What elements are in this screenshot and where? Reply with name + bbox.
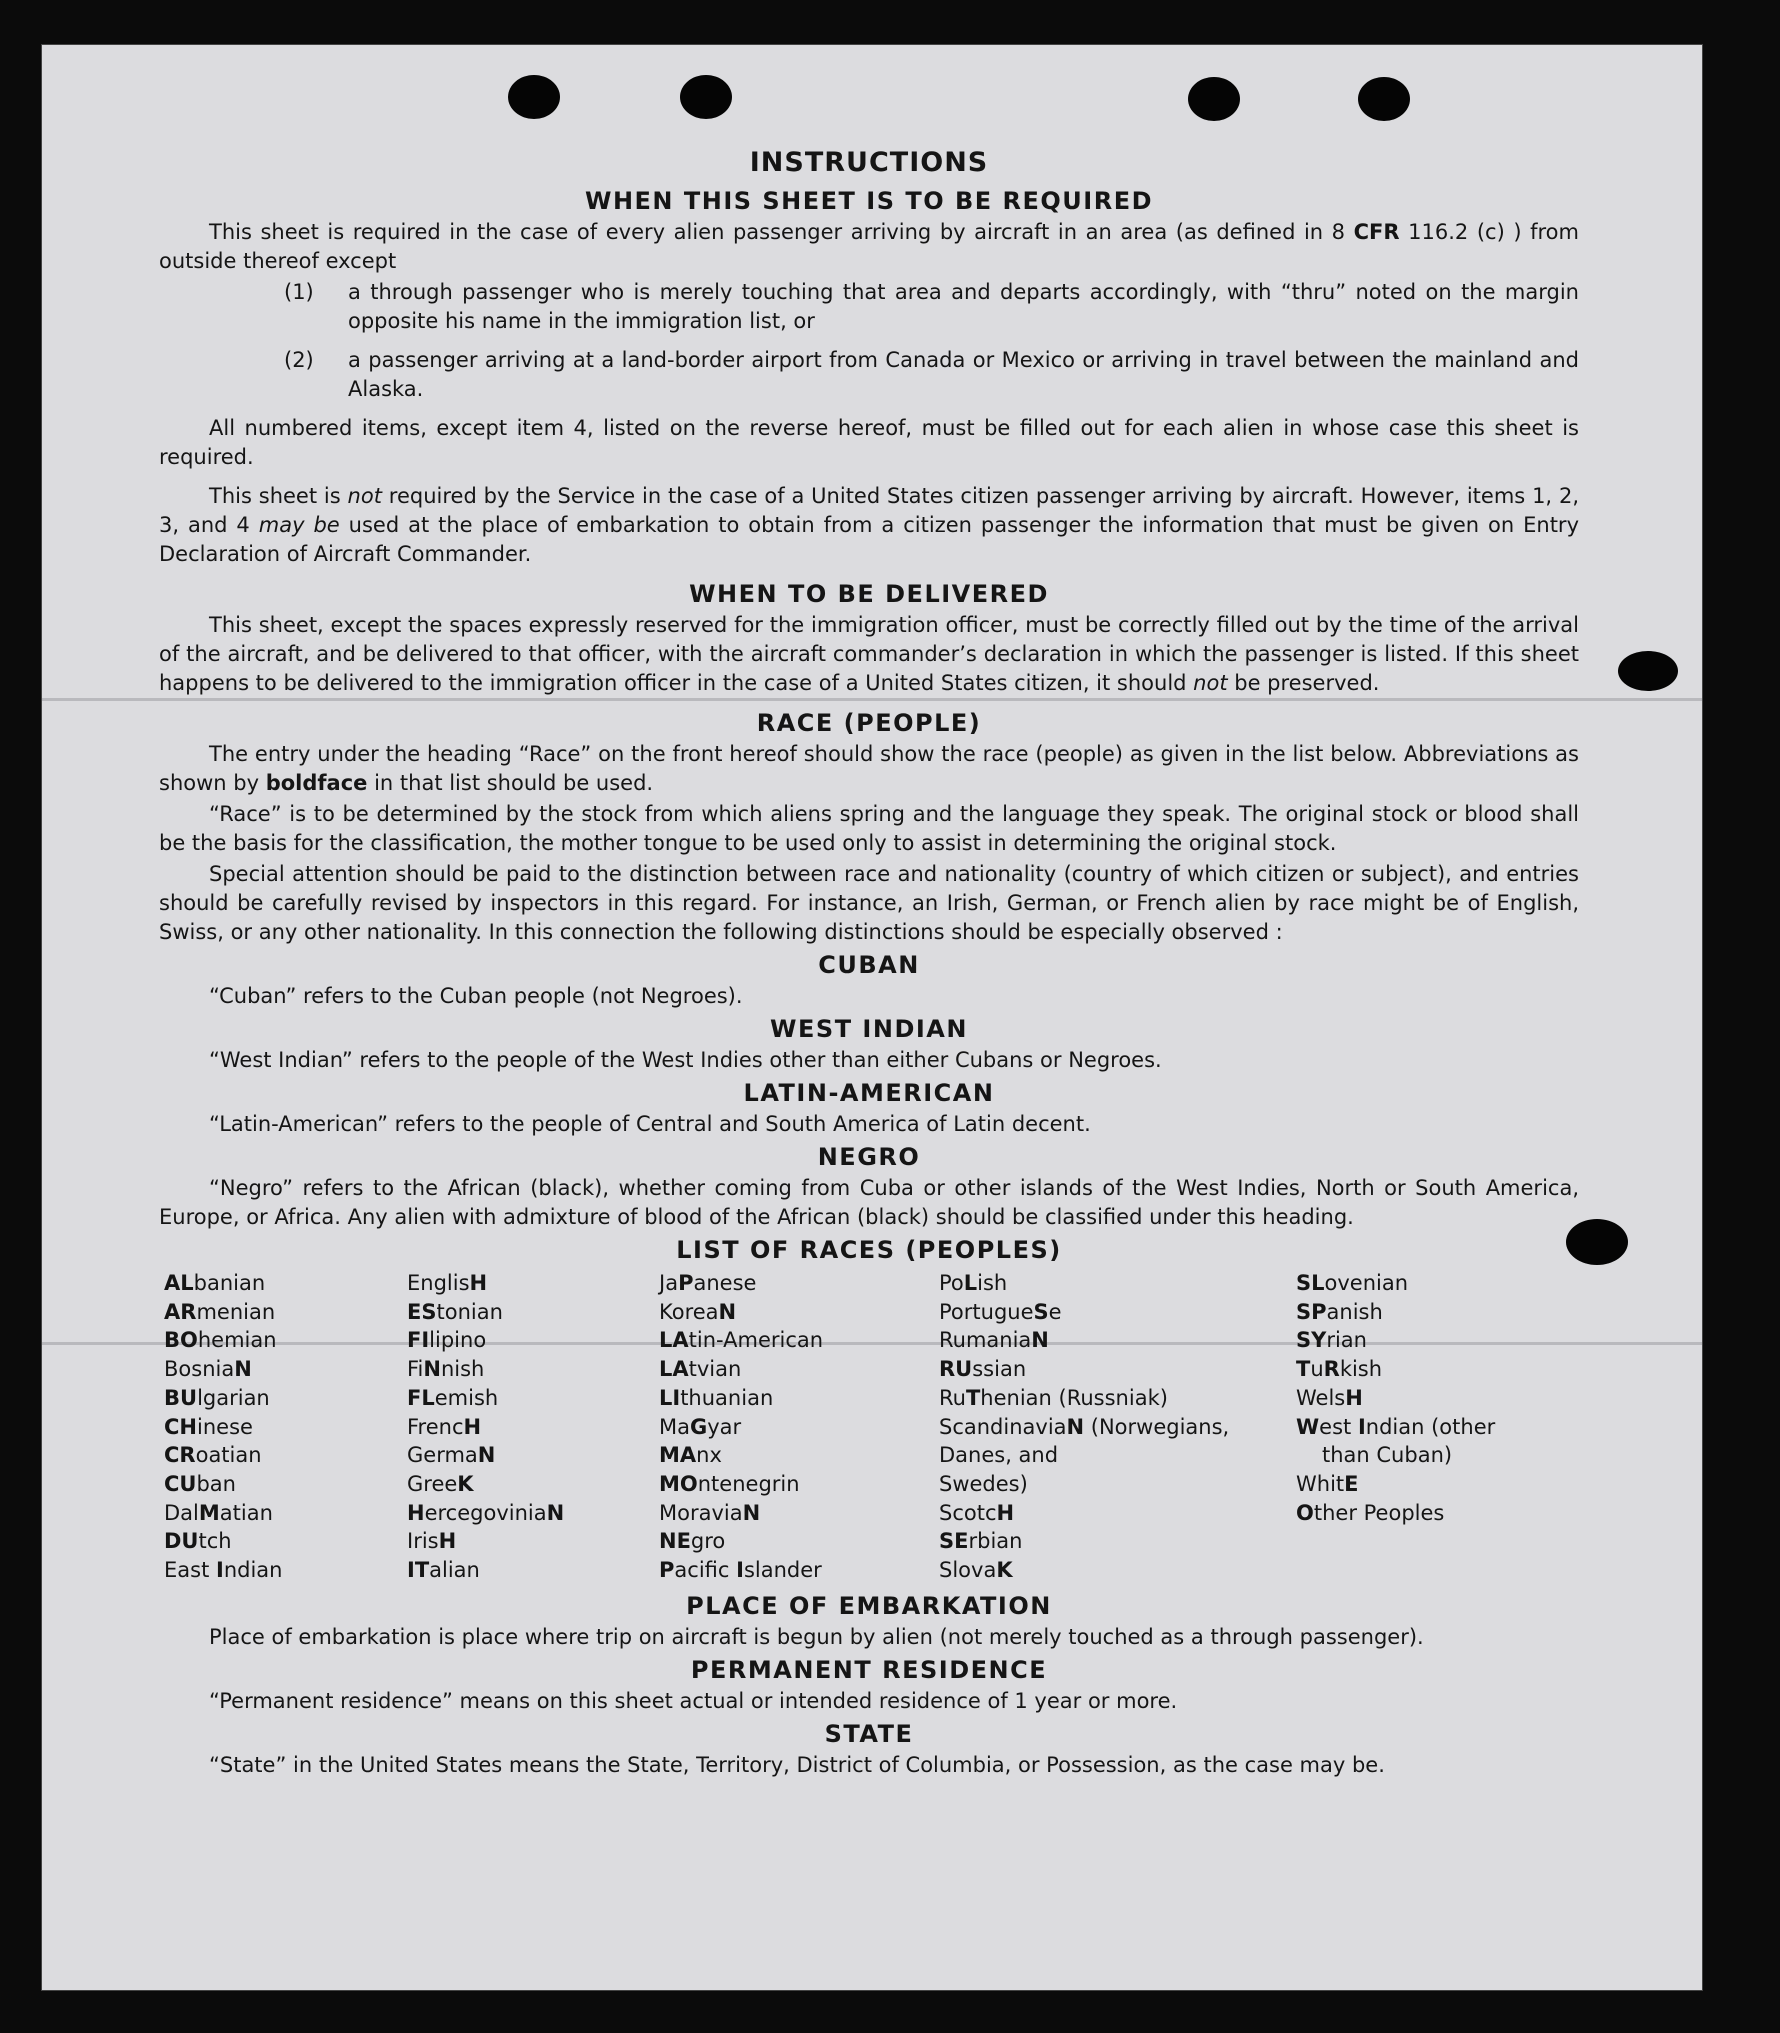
race-text: anese — [693, 1271, 757, 1295]
race-entry — [939, 1499, 1296, 1528]
intro-text: 116.2 (c) ) from outside thereof except — [159, 220, 1579, 273]
race-text: tvian — [688, 1357, 742, 1382]
race-text: e — [1048, 1299, 1062, 1324]
race-text: u — [1310, 1357, 1324, 1382]
race-abbreviation: MA — [659, 1443, 697, 1468]
punch-hole — [1188, 77, 1240, 121]
race-entry — [407, 1326, 659, 1355]
race-entry — [1296, 1499, 1556, 1528]
latin-american-definition: “Latin-American” refers to the people of Central and South America of Latin decent. — [209, 1112, 1091, 1136]
race-abbreviation: H — [463, 1414, 482, 1439]
race-entry — [939, 1413, 1296, 1442]
race-entry — [659, 1556, 939, 1585]
race-entry — [164, 1384, 407, 1413]
race-entry — [407, 1355, 659, 1384]
race-abbreviation: L — [963, 1271, 978, 1295]
race-abbreviation: AR — [164, 1299, 197, 1324]
race-entry — [659, 1441, 939, 1470]
race-text: than Cuban) — [1322, 1443, 1453, 1468]
cuban-definition: “Cuban” refers to the Cuban people (not Negroes). — [209, 984, 743, 1008]
citizen-text-italic: not — [347, 484, 382, 508]
race-abbreviation: E — [1344, 1471, 1359, 1496]
section-heading-when-required: WHEN THIS SHEET IS TO BE REQUIRED — [584, 187, 1154, 215]
race-entry — [659, 1298, 939, 1327]
race-abbreviation: SY — [1296, 1328, 1327, 1353]
section-heading-when-delivered: WHEN TO BE DELIVERED — [689, 580, 1049, 608]
race-abbreviation: MO — [659, 1471, 698, 1496]
race-text: thuanian — [680, 1385, 774, 1410]
race-entry — [407, 1269, 659, 1298]
race-entry — [164, 1326, 407, 1355]
race-text: Dal — [164, 1500, 199, 1525]
page-title: INSTRUCTIONS — [749, 147, 989, 178]
race-text: Slova — [939, 1558, 997, 1583]
intro-bold-cfr: CFR — [1353, 220, 1400, 244]
race-abbreviation: S — [1033, 1299, 1049, 1324]
race-text: rian — [1326, 1328, 1367, 1353]
race-text: henian (Russniak) — [980, 1385, 1168, 1410]
citizen-paragraph — [159, 482, 1579, 569]
race-entry — [407, 1441, 659, 1470]
race-abbreviation: DU — [164, 1529, 199, 1554]
race-abbreviation: LA — [659, 1357, 689, 1382]
race-abbreviation: H — [469, 1271, 488, 1295]
race-paragraph: “Race” is to be determined by the stock from which aliens spring and the language they speak. The original stock or blood shall be the basis for the classification, the mother tongue to be used only to assist in determining the original stock. — [159, 802, 1579, 855]
race-text: tonian — [436, 1299, 503, 1324]
race-text: tch — [198, 1529, 232, 1554]
race-entry — [939, 1470, 1296, 1499]
race-text: hemian — [197, 1328, 277, 1353]
race-abbreviation: W — [1296, 1414, 1320, 1439]
punch-hole — [1618, 651, 1678, 691]
when-required-intro — [159, 218, 1579, 276]
delivery-text: This sheet, except the spaces expressly reserved for the immigration officer, must be correctly filled out by the time of the arrival of the aircraft, and be delivered to that officer, with the aircraft commander’s declaration in which the passenger is listed. If this sheet happens to be delivered to the immigration officer in the case of a United States citizen, it should — [159, 613, 1579, 695]
race-abbreviation: K — [996, 1558, 1013, 1583]
race-entry — [659, 1499, 939, 1528]
exception-item — [284, 346, 1579, 404]
race-entry — [939, 1355, 1296, 1384]
race-abbreviation: CR — [164, 1443, 196, 1468]
race-text-bold: boldface — [265, 771, 368, 795]
race-text: slander — [743, 1558, 822, 1583]
race-text: ndian (other — [1365, 1414, 1496, 1439]
race-abbreviation: AL — [164, 1271, 194, 1295]
races-list — [164, 1269, 1579, 1585]
punch-hole — [1358, 77, 1410, 121]
race-abbreviation: H — [1345, 1385, 1363, 1410]
race-abbreviation: FL — [407, 1385, 435, 1410]
race-paragraph — [159, 740, 1579, 798]
west-indian-definition: “West Indian” refers to the people of the West Indies other than either Cubans or Negroes. — [209, 1048, 1162, 1072]
numbered-items-paragraph: All numbered items, except item 4, listed on the reverse hereof, must be filled out for each alien in whose case this sheet is required. — [159, 416, 1579, 469]
race-text: rbian — [968, 1529, 1023, 1554]
race-abbreviation: LA — [659, 1328, 689, 1353]
race-entry — [1296, 1413, 1556, 1442]
race-abbreviation: I — [1357, 1414, 1366, 1439]
race-text: Scotc — [939, 1500, 997, 1525]
race-entry — [407, 1413, 659, 1442]
race-abbreviation: H — [996, 1500, 1015, 1525]
race-entry — [407, 1384, 659, 1413]
embarkation-definition: Place of embarkation is place where trip on aircraft is begun by alien (not merely touched as a through passenger). — [209, 1624, 1424, 1649]
race-abbreviation: K — [457, 1471, 474, 1496]
race-abbreviation: SE — [939, 1529, 969, 1554]
race-entry — [939, 1326, 1296, 1355]
race-text: Ma — [659, 1414, 690, 1439]
race-entry — [1296, 1441, 1556, 1470]
race-text: yar — [707, 1414, 742, 1439]
race-text: oatian — [195, 1443, 262, 1468]
race-abbreviation: N — [477, 1443, 496, 1468]
race-entry — [1296, 1384, 1556, 1413]
race-entry — [164, 1441, 407, 1470]
races-column — [164, 1269, 407, 1585]
race-text: Swedes) — [939, 1471, 1028, 1496]
race-entry — [1296, 1355, 1556, 1384]
intro-text: This sheet is required in the case of every alien passenger arriving by aircraft in an area (as defined in 8 — [209, 220, 1354, 244]
punch-hole — [680, 75, 732, 119]
race-abbreviation: H — [438, 1529, 457, 1554]
delivery-text-italic: not — [1193, 671, 1228, 695]
race-text: Scandinavia — [939, 1414, 1067, 1439]
race-text: lgarian — [197, 1385, 270, 1410]
race-text: atian — [219, 1500, 273, 1525]
negro-definition: “Negro” refers to the African (black), whether coming from Cuba or other islands of the West Indies, North or South America, Europe, or Africa. Any alien with admixture of blood of the African (black) should be classified under this heading. — [159, 1176, 1579, 1229]
race-text: menian — [196, 1299, 276, 1324]
race-abbreviation: I — [216, 1558, 224, 1583]
race-entry — [164, 1556, 407, 1585]
punch-hole — [508, 75, 560, 119]
race-abbreviation: BU — [164, 1385, 198, 1410]
races-column — [659, 1269, 939, 1585]
race-text: Bosnia — [164, 1357, 235, 1382]
race-text: tin-American — [688, 1328, 824, 1353]
race-abbreviation: I — [736, 1558, 744, 1583]
delivery-paragraph — [159, 611, 1579, 698]
race-entry — [164, 1527, 407, 1556]
exception-text: a through passenger who is merely touching that area and departs accordingly, with “thru” noted on the margin opposite his name in the immigration list, or — [348, 280, 1579, 333]
race-abbreviation: R — [1323, 1357, 1340, 1382]
race-entry — [164, 1269, 407, 1298]
section-heading-state: STATE — [824, 1719, 914, 1748]
race-abbreviation: IT — [407, 1558, 430, 1583]
race-entry — [407, 1556, 659, 1585]
race-entry — [939, 1269, 1296, 1298]
race-text: Rumania — [939, 1328, 1032, 1353]
race-text: ovenian — [1324, 1271, 1409, 1295]
race-text: in that list should be used. — [367, 771, 654, 795]
race-entry — [407, 1470, 659, 1499]
race-text: Moravia — [659, 1500, 743, 1525]
race-text: inese — [197, 1414, 253, 1439]
race-entry — [164, 1470, 407, 1499]
race-text: kish — [1339, 1357, 1383, 1382]
race-entry — [939, 1527, 1296, 1556]
section-heading-west-indian: WEST INDIAN — [770, 1015, 968, 1043]
exception-text: a passenger arriving at a land-border airport from Canada or Mexico or arriving in travel between the mainland and Alaska. — [348, 348, 1579, 401]
citizen-text-italic: may be — [258, 513, 340, 537]
race-abbreviation: T — [965, 1385, 981, 1410]
race-abbreviation: H — [407, 1500, 425, 1525]
exception-number: (1) — [284, 280, 314, 304]
section-heading-latin-american: LATIN-AMERICAN — [743, 1079, 995, 1107]
race-text: (Norwegians, — [1084, 1414, 1230, 1439]
race-entry — [407, 1499, 659, 1528]
race-entry — [659, 1355, 939, 1384]
race-text: ban — [196, 1471, 236, 1496]
race-entry — [407, 1298, 659, 1327]
citizen-text: used at the place of embarkation to obtain from a citizen passenger the information that must be given on Entry Declaration of Aircraft Commander. — [159, 513, 1579, 566]
race-text: Gree — [407, 1471, 458, 1496]
race-text: Ja — [659, 1271, 679, 1295]
race-text: acific — [674, 1558, 737, 1583]
race-entry — [939, 1556, 1296, 1585]
race-entry — [164, 1413, 407, 1442]
race-abbreviation: T — [1296, 1357, 1311, 1382]
race-abbreviation: G — [690, 1414, 708, 1439]
race-text: Fi — [407, 1357, 424, 1382]
race-text: lipino — [429, 1328, 487, 1353]
race-abbreviation: CH — [164, 1414, 197, 1439]
race-abbreviation: N — [718, 1299, 737, 1324]
race-entry — [659, 1384, 939, 1413]
race-abbreviation: N — [1066, 1414, 1085, 1439]
race-entry — [939, 1298, 1296, 1327]
race-abbreviation: M — [198, 1500, 220, 1525]
race-abbreviation: N — [546, 1500, 565, 1525]
race-abbreviation: P — [659, 1558, 675, 1583]
race-text: Iris — [407, 1529, 439, 1554]
races-column — [939, 1269, 1296, 1585]
state-definition: “State” in the United States means the State, Territory, District of Columbia, or Possession, as the case may be. — [209, 1752, 1385, 1777]
race-text: gro — [690, 1529, 726, 1554]
race-text: Germa — [407, 1443, 478, 1468]
section-heading-race: RACE (PEOPLE) — [756, 709, 982, 737]
exception-item — [284, 278, 1579, 336]
races-column — [407, 1269, 659, 1585]
race-text: Englis — [407, 1271, 470, 1295]
race-abbreviation: CU — [164, 1471, 197, 1496]
race-text: ther Peoples — [1313, 1500, 1445, 1525]
race-abbreviation: SP — [1296, 1299, 1327, 1324]
race-abbreviation: N — [742, 1500, 761, 1525]
race-abbreviation: N — [1031, 1328, 1049, 1353]
section-heading-negro: NEGRO — [817, 1143, 921, 1171]
race-entry — [164, 1298, 407, 1327]
section-heading-permanent-residence: PERMANENT RESIDENCE — [690, 1655, 1048, 1684]
race-abbreviation: SL — [1296, 1271, 1325, 1295]
race-paragraph: Special attention should be paid to the distinction between race and nationality (country of which citizen or subject), and entries should be carefully revised by inspectors in this regard. For instance, an Irish, German, or French alien by race might be of English, Swiss, or any other nationality. In this connection the following distinctions should be especially observed : — [159, 862, 1579, 944]
race-text: est — [1319, 1414, 1358, 1439]
exception-number: (2) — [284, 348, 314, 372]
race-text: Wels — [1296, 1385, 1346, 1410]
race-entry — [164, 1355, 407, 1384]
race-entry — [659, 1527, 939, 1556]
race-entry — [659, 1470, 939, 1499]
race-text: ssian — [972, 1357, 1027, 1382]
race-text: banian — [193, 1271, 266, 1295]
race-entry — [659, 1269, 939, 1298]
race-entry — [939, 1441, 1296, 1470]
instructions-content — [159, 146, 1579, 1782]
race-text: ntenegrin — [697, 1471, 800, 1496]
delivery-text: be preserved. — [1227, 671, 1380, 695]
race-text: nish — [440, 1357, 485, 1382]
races-column — [1296, 1269, 1556, 1585]
race-entry — [1296, 1326, 1556, 1355]
race-text: alian — [429, 1558, 480, 1583]
race-text: Danes, and — [939, 1443, 1059, 1468]
race-text: Po — [939, 1271, 964, 1295]
race-abbreviation: O — [1296, 1500, 1314, 1525]
race-entry — [407, 1527, 659, 1556]
race-entry — [1296, 1298, 1556, 1327]
race-abbreviation: ES — [407, 1299, 437, 1324]
race-abbreviation: NE — [659, 1529, 691, 1554]
document-sheet — [42, 45, 1702, 1990]
race-entry — [1296, 1269, 1556, 1298]
section-heading-cuban: CUBAN — [818, 951, 920, 979]
race-text: nx — [696, 1443, 722, 1468]
race-abbreviation: N — [234, 1357, 252, 1382]
race-text: anish — [1326, 1299, 1383, 1324]
section-heading-list-of-races: LIST OF RACES (PEOPLES) — [676, 1236, 1062, 1264]
race-abbreviation: BO — [164, 1328, 198, 1353]
race-text: Korea — [659, 1299, 719, 1324]
race-text: ish — [977, 1271, 1008, 1295]
race-text: The entry under the heading “Race” on the front hereof should show the race (people) as given in the list below. Abbreviations as shown by — [159, 742, 1579, 795]
residence-definition: “Permanent residence” means on this sheet actual or intended residence of 1 year or more. — [209, 1688, 1178, 1713]
race-text: Portugue — [939, 1299, 1034, 1324]
race-entry — [1296, 1470, 1556, 1499]
race-abbreviation: RU — [939, 1357, 973, 1382]
race-entry — [164, 1499, 407, 1528]
race-entry — [659, 1413, 939, 1442]
race-text: Whit — [1296, 1471, 1345, 1496]
race-entry — [939, 1384, 1296, 1413]
citizen-text: required by the Service in the case of a United States citizen passenger arriving by aircraft. However, items 1, 2, 3, and 4 — [159, 484, 1579, 537]
race-text: Ru — [939, 1385, 966, 1410]
race-abbreviation: LI — [659, 1385, 681, 1410]
race-text: East — [164, 1558, 216, 1583]
race-abbreviation: P — [678, 1271, 694, 1295]
race-abbreviation: FI — [407, 1328, 430, 1353]
race-abbreviation: N — [423, 1357, 441, 1382]
race-text: Frenc — [407, 1414, 464, 1439]
race-text: emish — [434, 1385, 499, 1410]
citizen-text: This sheet is — [209, 484, 348, 508]
race-text: ndian — [223, 1558, 283, 1583]
race-entry — [659, 1326, 939, 1355]
section-heading-place-of-embarkation: PLACE OF EMBARKATION — [686, 1591, 1052, 1620]
race-text: ercegovinia — [424, 1500, 547, 1525]
